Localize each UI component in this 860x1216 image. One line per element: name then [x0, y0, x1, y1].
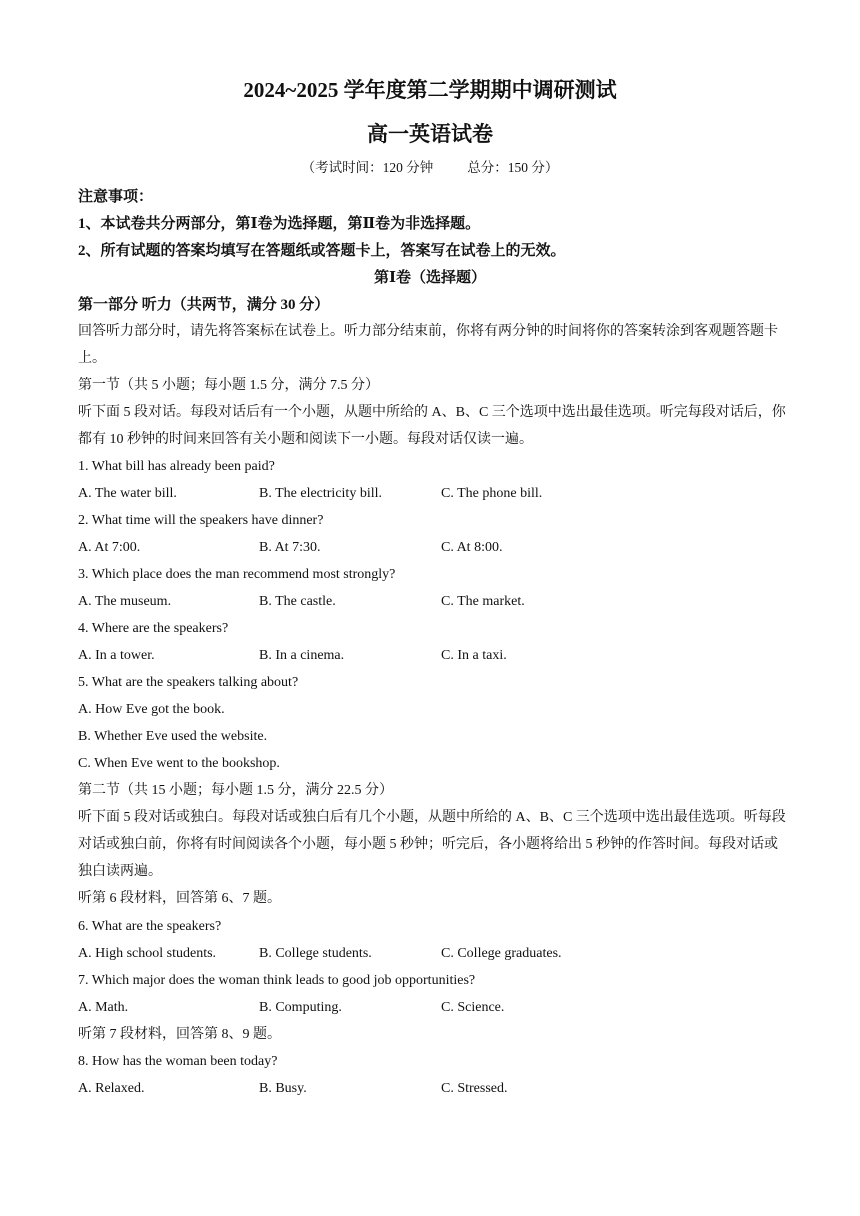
option-a: A. High school students. [78, 946, 217, 961]
material-6-note: 听第 6 段材料，回答第 6、7 题。 [78, 891, 281, 906]
option-a: A. Relaxed. [78, 1081, 145, 1096]
question-6-options [78, 944, 788, 964]
section2-instructions: 听下面 5 段对话或独白。每段对话或独白后有几个小题，从题中所给的 A、B、C 三个选项中选出最佳选项。听每段对话或独白前，你将有时间阅读各个小题，每小题 5 秒钟；听完后，各小题将给出 5 秒钟的作答时间。每段对话或独白读两遍。 [78, 810, 786, 879]
option-b: B. Computing. [259, 1000, 342, 1015]
notes-heading: 注意事项： [78, 189, 154, 205]
question-5-option-a: A. How Eve got the book. [78, 702, 225, 717]
option-b: B. Busy. [259, 1081, 307, 1096]
exam-info [0, 158, 860, 178]
option-a: A. At 7:00. [78, 540, 141, 555]
option-a: A. The museum. [78, 594, 172, 609]
question-1: 1. What bill has already been paid? [78, 459, 275, 474]
option-c: C. College graduates. [441, 946, 562, 961]
option-b: B. The electricity bill. [259, 486, 382, 501]
option-b: B. In a cinema. [259, 648, 345, 663]
question-8: 8. How has the woman been today? [78, 1054, 278, 1069]
option-b: B. College students. [259, 946, 372, 961]
section2-heading: 第二节（共 15 小题；每小题 1.5 分，满分 22.5 分） [78, 783, 393, 798]
option-b: B. At 7:30. [259, 540, 321, 555]
question-4-options [78, 646, 788, 666]
option-c: C. Science. [441, 1000, 505, 1015]
material-7-note: 听第 7 段材料，回答第 8、9 题。 [78, 1027, 281, 1042]
part1-heading: 第一部分 听力（共两节，满分 30 分） [78, 297, 330, 313]
exam-subtitle: 高一英语试卷 [367, 122, 493, 146]
option-c: C. At 8:00. [441, 540, 503, 555]
note-2: 2、所有试题的答案均填写在答题纸或答题卡上，答案写在试卷上的无效。 [78, 243, 566, 259]
question-3-options [78, 592, 788, 612]
section1-instructions: 听下面 5 段对话。每段对话后有一个小题，从题中所给的 A、B、C 三个选项中选出最佳选项。听完每段对话后，你都有 10 秒钟的时间来回答有关小题和阅读下一小题。每段对话仅读一遍。 [78, 405, 786, 447]
question-1-options [78, 484, 788, 504]
option-c: C. The market. [441, 594, 525, 609]
option-b: B. The castle. [259, 594, 336, 609]
question-4: 4. Where are the speakers? [78, 621, 229, 636]
question-2-options [78, 538, 788, 558]
question-6: 6. What are the speakers? [78, 919, 222, 934]
option-a: A. The water bill. [78, 486, 177, 501]
question-8-options [78, 1079, 788, 1099]
question-7: 7. Which major does the woman think leads to good job opportunities? [78, 973, 476, 988]
question-3: 3. Which place does the man recommend most strongly? [78, 567, 396, 582]
exam-title: 2024~2025 学年度第二学期期中调研测试 [243, 78, 617, 102]
question-2: 2. What time will the speakers have dinner? [78, 513, 324, 528]
option-c: C. In a taxi. [441, 648, 507, 663]
question-5-option-b: B. Whether Eve used the website. [78, 729, 268, 744]
section1-heading: 第一节（共 5 小题；每小题 1.5 分，满分 7.5 分） [78, 378, 379, 393]
part1-intro: 回答听力部分时，请先将答案标在试卷上。听力部分结束前，你将有两分钟的时间将你的答案转涂到客观题答题卡上。 [78, 324, 778, 366]
option-c: C. The phone bill. [441, 486, 543, 501]
exam-time: （考试时间：120 分钟 [301, 160, 434, 175]
option-c: C. Stressed. [441, 1081, 508, 1096]
question-5: 5. What are the speakers talking about? [78, 675, 299, 690]
question-7-options [78, 998, 788, 1018]
exam-score: 总分：150 分） [467, 160, 559, 175]
option-a: A. Math. [78, 1000, 129, 1015]
question-5-option-c: C. When Eve went to the bookshop. [78, 756, 280, 771]
note-1: 1、本试卷共分两部分，第Ⅰ卷为选择题，第Ⅱ卷为非选择题。 [78, 216, 481, 232]
volume-title: 第Ⅰ卷（选择题） [373, 270, 487, 286]
option-a: A. In a tower. [78, 648, 155, 663]
